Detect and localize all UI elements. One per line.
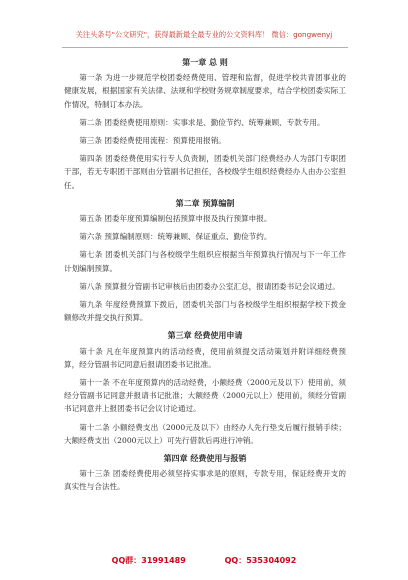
article-paragraph: 第五条 团委年度预算编制包括预算申报及执行预算申报。	[79, 214, 272, 224]
header-divider	[62, 47, 348, 48]
article-paragraph: 第三条 团委经费使用流程：预算使用报销。	[79, 136, 226, 146]
article-paragraph: 第十一条 不在年度预算内的活动经费，小额经费（2000元及以下）使用前，须经分管副书记同意并报请书记批准；大额经费（2000元以上）使用前，须经分管副书记同意并上报团委书记会议讨论通过。	[64, 378, 346, 414]
chapter-heading: 第四章 经费使用与报销	[163, 453, 247, 464]
article-paragraph: 第九条 年度经费预算下拨后，团委机关部门与各校级学生组织根据学校下拨金额修改并提交执行预算。	[64, 300, 346, 323]
article-paragraph: 第十条 凡在年度预算内的活动经费，使用前须提交活动策划并附详细经费预算，经分管副书记同意后报请团委书记批准。	[64, 346, 346, 369]
article-paragraph: 第六条 预算编制原则：统筹兼顾、保证重点、勤俭节约。	[79, 232, 272, 242]
chapter-heading: 第三章 经费使用申请	[167, 330, 243, 341]
article-paragraph: 第八条 预算报分管副书记审核后由团委办公室汇总，报请团委书记会议通过。	[79, 281, 340, 291]
document-body	[64, 53, 346, 499]
chapter-heading: 第一章 总 则	[182, 57, 228, 67]
article-paragraph: 第一条 为进一步规范学校团委经费使用、管理和监督，促进学校共青团事业的健康发展，根据国家有关法律、法规和学校财务规章制度要求，结合学校团委实际工作情况，特制订本办法。	[64, 73, 346, 109]
footer-contact	[0, 555, 408, 566]
article-paragraph: 第二条 团委经费使用原则：实事求是、勤俭节约、统筹兼顾、专款专用。	[79, 117, 325, 127]
footer-qq: QQ：535304092	[224, 556, 297, 565]
article-paragraph: 第四条 团委经费使用实行专人负责制，团委机关部门经费经办人为部门专职团干部，若无专职团干部则由分管副书记担任，各校级学生组织经费经办人由办公室担任。	[64, 154, 346, 190]
footer-qq-group: QQ群：31991489	[111, 556, 186, 565]
article-paragraph: 第十三条 团委经费使用必须坚持实事求是的原则，专款专用，保证经费开支的真实性与合法性。	[64, 469, 346, 492]
article-paragraph: 第七条 团委机关部门与各校级学生组织应根据当年预算执行情况与下一年工作计划编制预算。	[64, 250, 346, 273]
article-paragraph: 第十二条 小额经费支出（2000元及以下）由经办人先行垫支后履行报销手续；大额经费支出（2000元以上）可先行借款后再进行冲销。	[64, 422, 346, 445]
chapter-heading: 第二章 预算编制	[175, 197, 235, 208]
header-banner: 关注头条号"公文研究"，获得最新最全最专业的公文资料库！ 微信：gongwenyj	[75, 30, 333, 39]
